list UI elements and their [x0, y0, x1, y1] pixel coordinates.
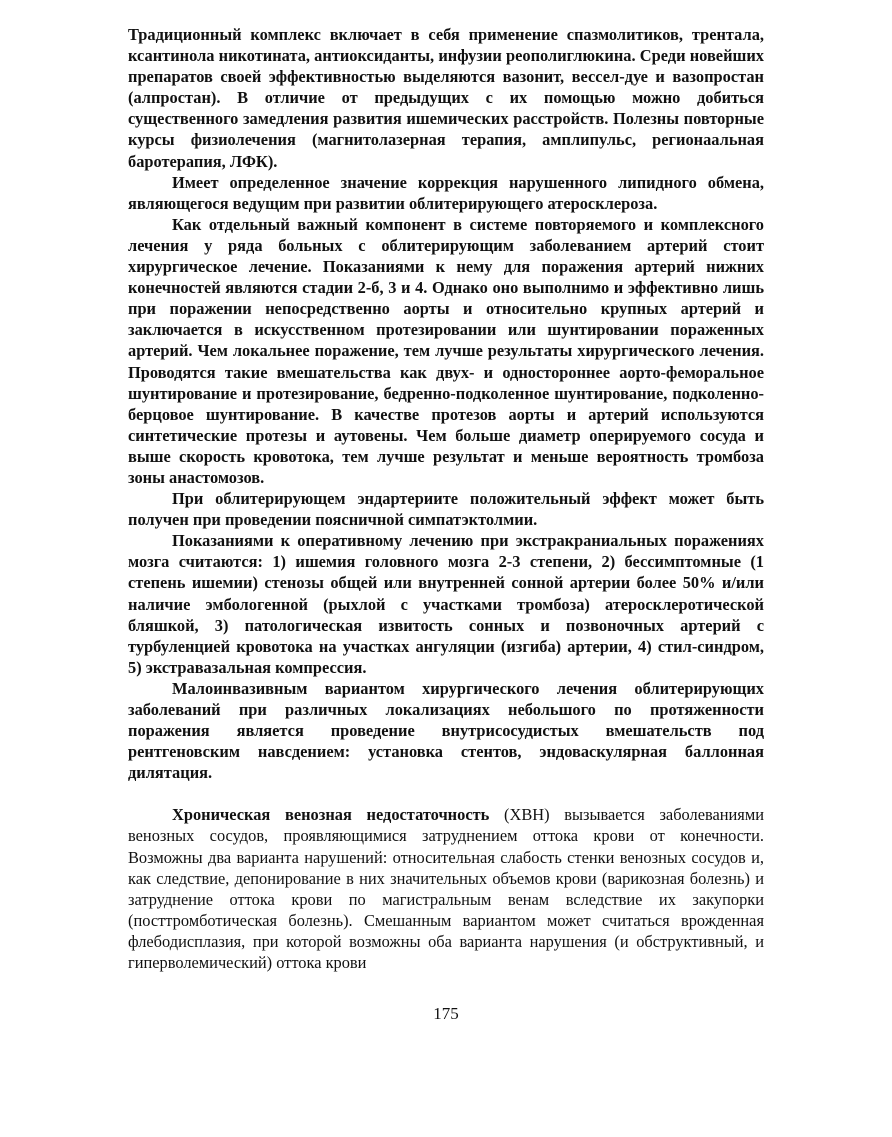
- section-text: (ХВН) вызывается заболеваниями венозных сосудов, проявляющимися затруднением оттока крови от конечности. Возможны два варианта нарушений: относительная слабость стенки венозных сосудов и, как следствие, депонирование в них значительных объемов крови (варикозная болезнь) и затруднение оттока крови по магистральным венам вследствие их закупорки (посттромботическая болезнь). Смешанным вариантом может считаться врожденная флебодисплазия, при которой возможны оба варианта нарушения (и обструктивный, и гиперволемический) оттока крови: [128, 805, 764, 973]
- paragraph-surgical-treatment: Как отдельный важный компонент в системе повторяемого и комплексного лечения у ряда больных с облитерирующим заболеванием артерий стоит хирургическое лечение. Показаниями к нему для поражения артерий нижних конечностей являются стадии 2-б, 3 и 4. Однако оно выполнимо и эффективно лишь при поражении непосредственно аорты и относительно крупных артерий и заключается в искусственном протезировании или шунтировании пораженных артерий. Чем локальнее поражение, тем лучше результаты хирургического лечения. Проводятся такие вмешательства как двух- и одностороннее аорто-феморальное шунтирование и протезирование, бедренно-подколенное шунтирование, подколенно-берцовое шунтирование. В качестве протезов аорты и артерий используются синтетические протезы и аутовены. Чем больше диаметр оперируемого сосуда и выше скорость кровотока, тем лучше результат и меньше вероятность тромбоза зоны анастомозов.: [128, 214, 764, 487]
- section-gap: [128, 783, 764, 804]
- paragraph-venous-insufficiency: [128, 804, 764, 973]
- paragraph-minimally-invasive: Малоинвазивным вариантом хирургического лечения облитерирующих заболеваний при различных локализациях небольшого по протяженности поражения является проведение внутрисосудистых вмешательств под рентгеновским навсдением: установка стентов, эндоваскулярная баллонная дилятация.: [128, 678, 764, 783]
- section-term: Хроническая венозная недостаточность: [172, 805, 490, 825]
- document-page: [128, 24, 764, 973]
- paragraph-endarteritis: При облитерирующем эндартериите положительный эффект может быть получен при проведении поясничной симпатэктолмии.: [128, 489, 764, 530]
- paragraph-traditional-complex: Традиционный комплекс включает в себя применение спазмолитиков, трентала, ксантинола никотината, антиоксиданты, инфузии реополиглюкина. Среди новейших препаратов своей эффективностью выделяются вазонит, вессел-дуе и вазопростан (алпростан). В отличие от предыдущих с их помощью можно добиться существенного замедления развития ишемических расстройств. Полезны повторные курсы физиолечения (магнитолазерная терапия, амплипульс, регионаальная баротерапия, ЛФК).: [128, 25, 764, 171]
- paragraph-lipid-correction: Имеет определенное значение коррекция нарушенного липидного обмена, являющегося ведущим при развитии облитерирующего атеросклероза.: [128, 172, 764, 213]
- page-number: 175: [433, 1004, 459, 1023]
- paragraph-indications: Показаниями к оперативному лечению при экстракраниальных поражениях мозга считаются: 1) ишемия головного мозга 2-3 степени, 2) бессимптомные (1 степень ишемии) стенозы общей или внутренней сонной артерии более 50% и/или наличие эмбологенной (рыхлой с участками тромбоза) атеросклеротической бляшкой, 3) патологическая извитость сонных и позвоночных артерий с турбуленцией кровотока на участках ангуляции (изгиба) артерии, 4) стил-синдром, 5) экстравазальная компрессия.: [128, 531, 764, 677]
